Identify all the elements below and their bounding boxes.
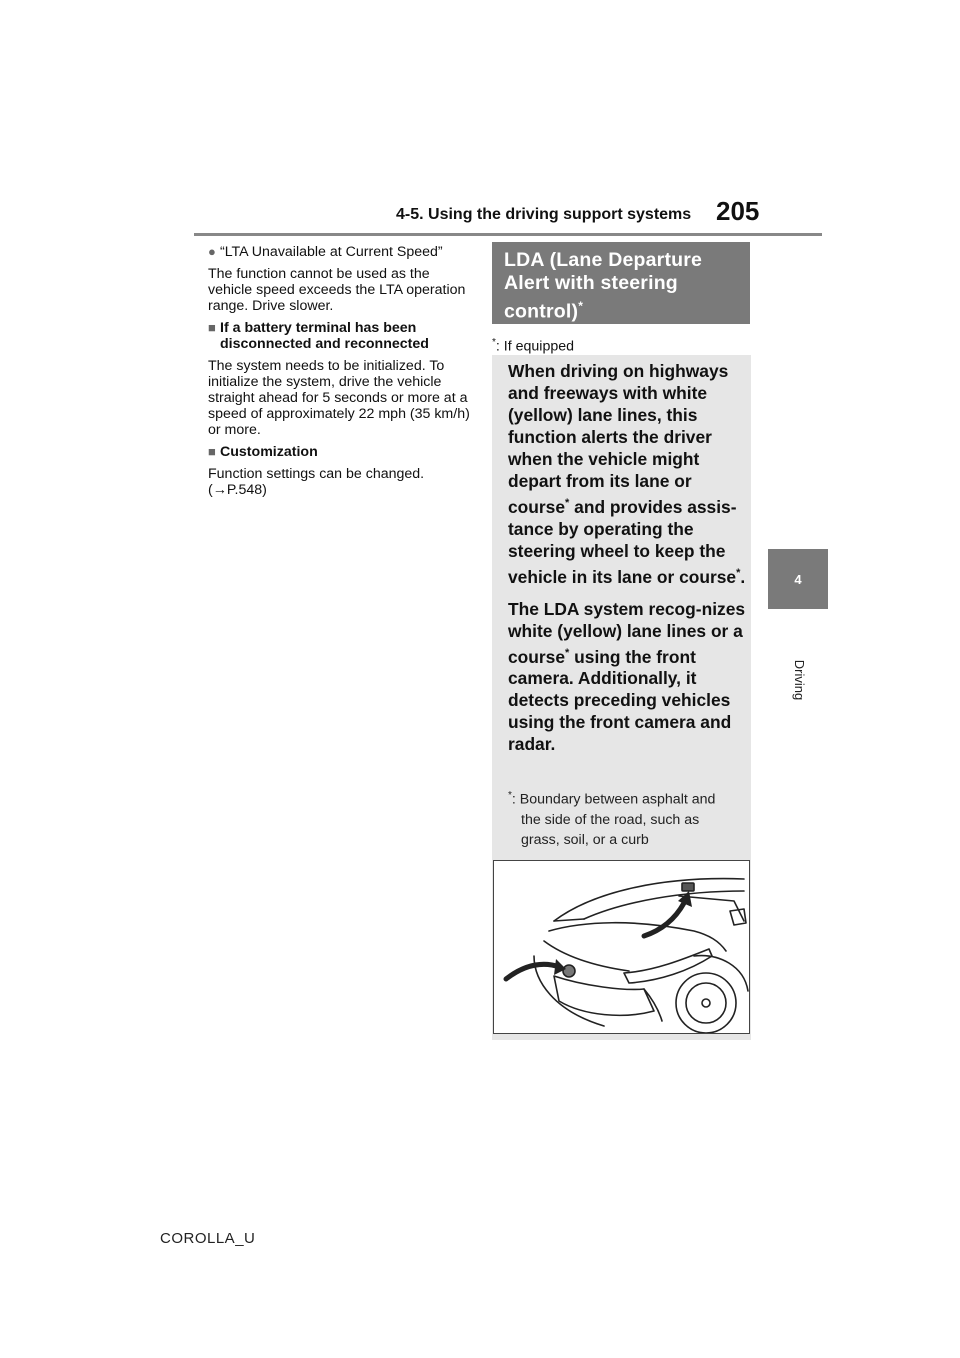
title-asterisk: *: [578, 299, 584, 313]
lda-title-box: [492, 242, 750, 324]
boundary-footnote: [508, 786, 743, 850]
bullet-circle-icon: ●: [208, 244, 216, 259]
square-bullet-icon: ■: [208, 320, 216, 335]
section-title: 4-5. Using the driving support systems: [396, 206, 692, 223]
asterisk: *: [492, 337, 496, 348]
summary-paragraph-2: [508, 598, 746, 756]
summary-p1-b: and provides assis-tance by operating the steering wheel to keep the vehicle in its lane or course: [508, 496, 737, 587]
car-camera-illustration: [493, 860, 750, 1034]
summary-paragraph-1: [508, 360, 746, 588]
message-bullet: [208, 244, 470, 260]
battery-heading-row: [208, 320, 470, 352]
summary-text: [508, 360, 746, 765]
footnote-line-1: : Boundary between asphalt and: [511, 791, 716, 808]
asterisk: *: [736, 566, 741, 579]
car-front-drawing: [494, 861, 749, 1033]
asterisk: *: [565, 646, 570, 659]
chapter-name: Driving: [792, 659, 808, 701]
equipped-note: [492, 337, 574, 355]
equipped-note-text: : If equipped: [495, 338, 574, 355]
custom-body-text: Function settings can be changed.: [208, 466, 425, 482]
custom-heading: Customization: [220, 444, 318, 460]
message-body: The function cannot be used as the vehicle speed exceeds the LTA operation range. Drive slower.: [208, 266, 466, 314]
model-code: COROLLA_U: [160, 1230, 256, 1247]
summary-p2-b: using the front camera. Additionally, it detects preceding vehicles using the front camera and radar.: [508, 646, 732, 755]
footnote-line-2: the side of the road, such as: [521, 811, 700, 828]
summary-p1-c: .: [740, 566, 746, 587]
page-reference-link[interactable]: (→P.548): [208, 482, 267, 498]
header-divider: [194, 233, 822, 236]
lda-title: LDA (Lane Departure Alert with steering control): [504, 249, 703, 323]
battery-body: The system needs to be initialized. To initialize the system, drive the vehicle straight ahead for 5 seconds or more at a speed of approximately 22 mph (35 km/h) or more.: [208, 358, 470, 438]
custom-heading-row: [208, 444, 470, 460]
page-number: 205: [716, 196, 760, 226]
message-title: “LTA Unavailable at Current Speed”: [220, 244, 443, 260]
footnote-line-3: grass, soil, or a curb: [521, 831, 649, 848]
asterisk: *: [565, 497, 570, 509]
chapter-tab: [768, 549, 828, 609]
summary-p2-a: The LDA system recog-nizes white (yellow) lane lines or a course: [508, 598, 746, 667]
battery-heading: If a battery terminal has been disconnected and reconnected: [220, 320, 429, 352]
chapter-number: 4: [794, 571, 802, 587]
asterisk: *: [508, 790, 512, 801]
custom-body: [208, 466, 470, 498]
left-column: [208, 244, 470, 498]
square-bullet-icon: ■: [208, 444, 216, 459]
summary-p1-a: When driving on highways and freeways with white (yellow) lane lines, this function alerts the driver when the vehicle might depart from its lane or course: [508, 361, 729, 517]
